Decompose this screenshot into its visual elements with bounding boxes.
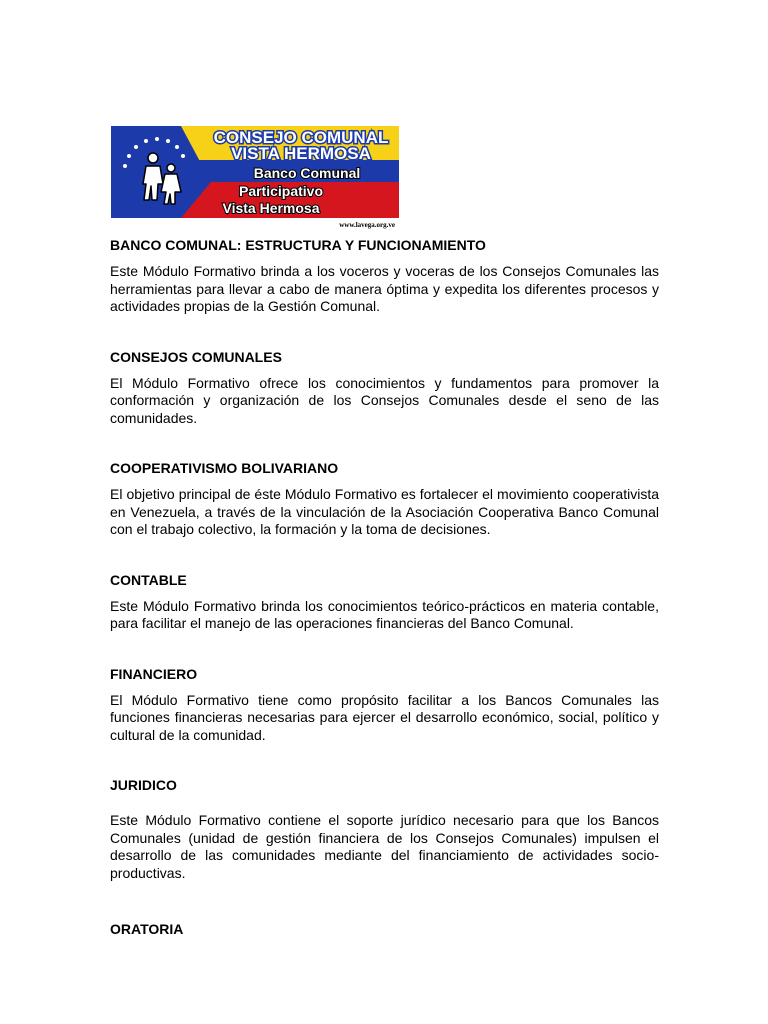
- section-text: El Módulo Formativo ofrece los conocimientos y fundamentos para promover la conformación y organización de los Consejos Comunales desde el seno de las comunidades.: [110, 374, 659, 426]
- section-text: Este Módulo Formativo contiene el soporte jurídico necesario para que los Bancos Comunales (unidad de gestión financiera de los Consejos Comunales) impulsen el desarrollo de las comunidades mediante del financiamiento de actividades socio-productivas.: [110, 812, 659, 881]
- logo-line5: Vista Hermosa: [222, 200, 320, 216]
- logo-line2: VISTA HERMOSA: [231, 144, 371, 163]
- section-consejos-comunales: [110, 348, 659, 428]
- section-heading: FINANCIERO: [110, 665, 198, 682]
- section-heading: JURIDICO: [110, 777, 177, 793]
- section-heading: ORATORIA: [110, 921, 184, 937]
- section-text: Este Módulo Formativo brinda los conocimientos teórico-prácticos en materia contable, para facilitar el manejo de las operaciones financieras del Banco Comunal.: [110, 597, 659, 631]
- logo-url: www.lavega.org.ve: [339, 221, 395, 229]
- section-heading: CONSEJOS COMUNALES: [110, 348, 282, 365]
- section-banco-comunal: [110, 236, 659, 316]
- section-oratoria: [110, 920, 659, 938]
- section-heading: COOPERATIVISMO BOLIVARIANO: [110, 460, 339, 476]
- logo-graphic: [111, 126, 399, 230]
- logo-line3: Banco Comunal: [253, 165, 361, 181]
- document-content: [110, 236, 659, 938]
- section-cooperativismo: [110, 459, 659, 539]
- section-text: El objetivo principal de éste Módulo Formativo es fortalecer el movimiento cooperativista en Venezuela, a través de la vinculación de la Asociación Cooperativa Banco Comunal con el trabajo colectivo, la formación y la toma de decisiones.: [110, 486, 659, 537]
- consejo-comunal-logo: [111, 126, 399, 230]
- section-text: Este Módulo Formativo brinda a los voceros y voceras de los Consejos Comunales las herramientas para llevar a cabo de manera óptima y expedita los diferentes procesos y actividades propias de la Gestión Comunal.: [110, 263, 659, 314]
- section-text: El Módulo Formativo tiene como propósito facilitar a los Bancos Comunales las funciones financieras necesarias para ejercer el desarrollo económico, social, político y cultural de la comunidad.: [110, 691, 659, 743]
- section-financiero: [110, 665, 659, 745]
- section-heading: BANCO COMUNAL: ESTRUCTURA Y FUNCIONAMIENTO: [110, 237, 486, 253]
- section-contable: [110, 571, 659, 633]
- logo-line4: Participativo: [238, 183, 324, 199]
- logo-line1: CONSEJO COMUNAL: [213, 128, 389, 147]
- section-juridico: [110, 776, 659, 882]
- section-heading: CONTABLE: [110, 571, 187, 588]
